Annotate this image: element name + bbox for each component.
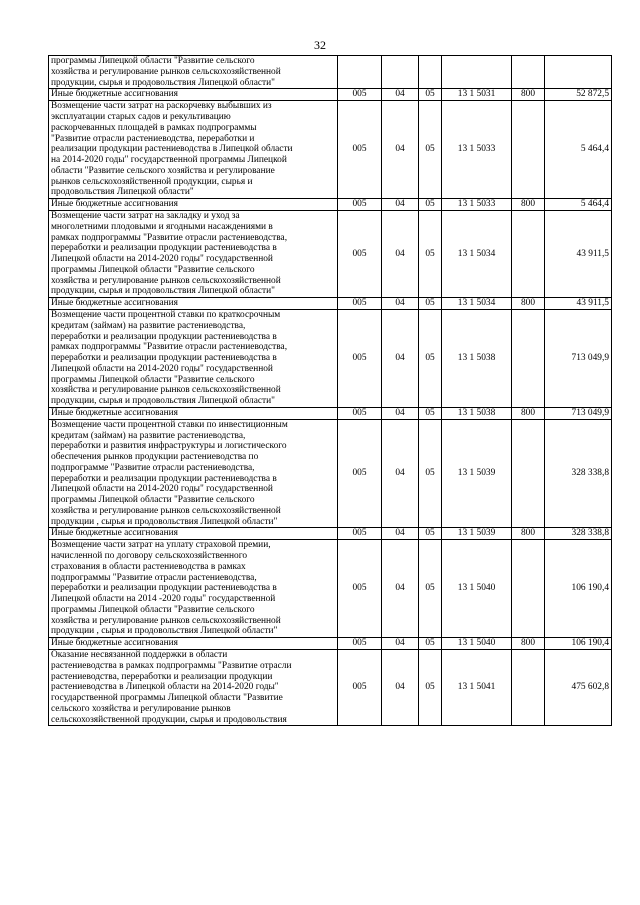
row-subsection-code-cell: 05 (419, 638, 442, 650)
row-ved-code-cell: 005 (338, 419, 382, 528)
row-subsection-code-cell: 05 (419, 650, 442, 726)
row-name-cell: Возмещение части затрат на уплату страховой премии, начисленной по договору сельскохозяйственного страхования в области растениеводства в рамках подпрограммы "Развитие отрасли растениеводства, переработки и реализации продукции растениеводства в Липецкой области на 2014 -2020 годы" государственной программы Липецкой области "Развитие сельского хозяйства и регулирование рынков сельскохозяйственной продукции , сырья и продовольствия Липецкой области" (49, 540, 338, 638)
row-section-code-cell: 04 (382, 407, 419, 419)
row-target-article-cell: 13 1 5039 (442, 528, 512, 540)
row-section-code-cell: 04 (382, 89, 419, 101)
row-section-code-cell: 04 (382, 298, 419, 310)
row-section-code-cell: 04 (382, 101, 419, 199)
row-ved-code-cell: 005 (338, 407, 382, 419)
row-section-code-cell: 04 (382, 199, 419, 211)
row-expense-type-cell: 800 (512, 298, 545, 310)
row-target-article-cell: 13 1 5031 (442, 89, 512, 101)
table-row (49, 101, 612, 199)
row-subsection-code-cell: 05 (419, 298, 442, 310)
row-amount-cell: 328 338,8 (545, 528, 612, 540)
row-target-article-cell: 13 1 5039 (442, 419, 512, 528)
row-name-cell: Возмещение части процентной ставки по инвестиционным кредитам (займам) на развитие растениеводства, переработки и развития инфраструктуры и логистического обеспечения рынков продукции растениеводства по подпрограмме "Развитие отрасли растениеводства, переработки и реализации продукции растениеводства в Липецкой области на 2014-2020 годы" государственной программы Липецкой области "Развитие сельского хозяйства и регулирование рынков сельскохозяйственной продукции , сырья и продовольствия Липецкой области" (49, 419, 338, 528)
row-subsection-code-cell: 05 (419, 419, 442, 528)
row-amount-cell: 713 049,9 (545, 310, 612, 408)
row-name-cell: Возмещение части затрат на закладку и уход за многолетними плодовыми и ягодными насаждениями в рамках подпрограммы "Развитие отрасли растениеводства, переработки и реализации продукции растениеводства в Липецкой области на 2014-2020 годы" государственной программы Липецкой области "Развитие сельского хозяйства и регулирование рынков сельскохозяйственной продукции, сырья и продовольствия Липецкой области" (49, 211, 338, 298)
row-ved-code-cell: 005 (338, 89, 382, 101)
row-expense-type-cell: 800 (512, 89, 545, 101)
row-amount-cell (545, 56, 612, 89)
row-expense-type-cell (512, 419, 545, 528)
row-expense-type-cell: 800 (512, 407, 545, 419)
row-amount-cell: 43 911,5 (545, 211, 612, 298)
row-subsection-code-cell: 05 (419, 310, 442, 408)
table-row (49, 407, 612, 419)
row-name-cell: Иные бюджетные ассигнования (49, 199, 338, 211)
row-name-cell: Иные бюджетные ассигнования (49, 89, 338, 101)
row-subsection-code-cell (419, 56, 442, 89)
table-row (49, 298, 612, 310)
row-name-cell: Возмещение части затрат на раскорчевку выбывших из эксплуатации старых садов и рекультивацию раскорчеванных площадей в рамках подпрограммы "Развитие отрасли растениеводства, переработки и реализации продукции растениеводства в Липецкой области на 2014-2020 годы" государственной программы Липецкой области "Развитие сельского хозяйства и регулирование рынков сельскохозяйственной продукции, сырья и продовольствия Липецкой области" (49, 101, 338, 199)
table-row (49, 528, 612, 540)
row-amount-cell: 43 911,5 (545, 298, 612, 310)
row-subsection-code-cell: 05 (419, 199, 442, 211)
row-amount-cell: 475 602,8 (545, 650, 612, 726)
row-amount-cell: 106 190,4 (545, 638, 612, 650)
budget-table (48, 55, 612, 726)
table-row (49, 89, 612, 101)
row-expense-type-cell (512, 211, 545, 298)
row-subsection-code-cell: 05 (419, 211, 442, 298)
row-expense-type-cell: 800 (512, 528, 545, 540)
row-ved-code-cell: 005 (338, 650, 382, 726)
table-row (49, 56, 612, 89)
page-number: 32 (314, 38, 326, 52)
row-name-cell: Возмещение части процентной ставки по краткосрочным кредитам (займам) на развитие растениеводства, переработки и реализации продукции растениеводства в рамках подпрограммы "Развитие отрасли растениеводства, переработки и реализации продукции растениеводства в Липецкой области на 2014-2020 годы" государственной программы Липецкой области "Развитие сельского хозяйства и регулирование рынков сельскохозяйственной продукции, сырья и продовольствия Липецкой области" (49, 310, 338, 408)
row-section-code-cell: 04 (382, 211, 419, 298)
row-section-code-cell: 04 (382, 540, 419, 638)
row-amount-cell: 5 464,4 (545, 101, 612, 199)
row-subsection-code-cell: 05 (419, 407, 442, 419)
row-ved-code-cell: 005 (338, 638, 382, 650)
row-target-article-cell: 13 1 5038 (442, 310, 512, 408)
row-name-cell: Оказание несвязанной поддержки в области растениеводства в рамках подпрограммы "Развитие отрасли растениеводства, переработки и реализации продукции растениеводства в Липецкой области на 2014-2020 годы" государственной программы Липецкой области "Развитие сельского хозяйства и регулирование рынков сельскохозяйственной продукции, сырья и продовольствия (49, 650, 338, 726)
row-expense-type-cell (512, 540, 545, 638)
row-section-code-cell: 04 (382, 528, 419, 540)
row-name-cell: Иные бюджетные ассигнования (49, 407, 338, 419)
row-target-article-cell: 13 1 5034 (442, 298, 512, 310)
row-expense-type-cell (512, 101, 545, 199)
row-section-code-cell: 04 (382, 419, 419, 528)
row-subsection-code-cell: 05 (419, 528, 442, 540)
row-amount-cell: 5 464,4 (545, 199, 612, 211)
row-section-code-cell: 04 (382, 638, 419, 650)
row-target-article-cell: 13 1 5038 (442, 407, 512, 419)
row-expense-type-cell (512, 650, 545, 726)
row-target-article-cell: 13 1 5033 (442, 199, 512, 211)
table-row (49, 638, 612, 650)
row-amount-cell: 52 872,5 (545, 89, 612, 101)
row-ved-code-cell: 005 (338, 211, 382, 298)
row-ved-code-cell: 005 (338, 310, 382, 408)
row-section-code-cell (382, 56, 419, 89)
row-ved-code-cell: 005 (338, 101, 382, 199)
row-target-article-cell: 13 1 5040 (442, 638, 512, 650)
table-row (49, 540, 612, 638)
row-name-cell: программы Липецкой области "Развитие сельского хозяйства и регулирование рынков сельскохозяйственной продукции, сырья и продовольствия Липецкой области" (49, 56, 338, 89)
row-name-cell: Иные бюджетные ассигнования (49, 638, 338, 650)
row-amount-cell: 106 190,4 (545, 540, 612, 638)
budget-table-body (49, 56, 612, 726)
row-section-code-cell: 04 (382, 310, 419, 408)
row-name-cell: Иные бюджетные ассигнования (49, 298, 338, 310)
table-row (49, 419, 612, 528)
row-ved-code-cell: 005 (338, 298, 382, 310)
table-row (49, 211, 612, 298)
row-ved-code-cell (338, 56, 382, 89)
row-ved-code-cell: 005 (338, 528, 382, 540)
table-row (49, 650, 612, 726)
row-expense-type-cell: 800 (512, 638, 545, 650)
row-target-article-cell: 13 1 5034 (442, 211, 512, 298)
row-target-article-cell: 13 1 5041 (442, 650, 512, 726)
row-expense-type-cell (512, 310, 545, 408)
row-subsection-code-cell: 05 (419, 101, 442, 199)
row-expense-type-cell (512, 56, 545, 89)
row-target-article-cell: 13 1 5040 (442, 540, 512, 638)
row-target-article-cell (442, 56, 512, 89)
row-amount-cell: 328 338,8 (545, 419, 612, 528)
row-amount-cell: 713 049,9 (545, 407, 612, 419)
table-row (49, 310, 612, 408)
row-target-article-cell: 13 1 5033 (442, 101, 512, 199)
row-ved-code-cell: 005 (338, 540, 382, 638)
row-subsection-code-cell: 05 (419, 89, 442, 101)
row-ved-code-cell: 005 (338, 199, 382, 211)
row-section-code-cell: 04 (382, 650, 419, 726)
row-name-cell: Иные бюджетные ассигнования (49, 528, 338, 540)
row-expense-type-cell: 800 (512, 199, 545, 211)
table-row (49, 199, 612, 211)
row-subsection-code-cell: 05 (419, 540, 442, 638)
